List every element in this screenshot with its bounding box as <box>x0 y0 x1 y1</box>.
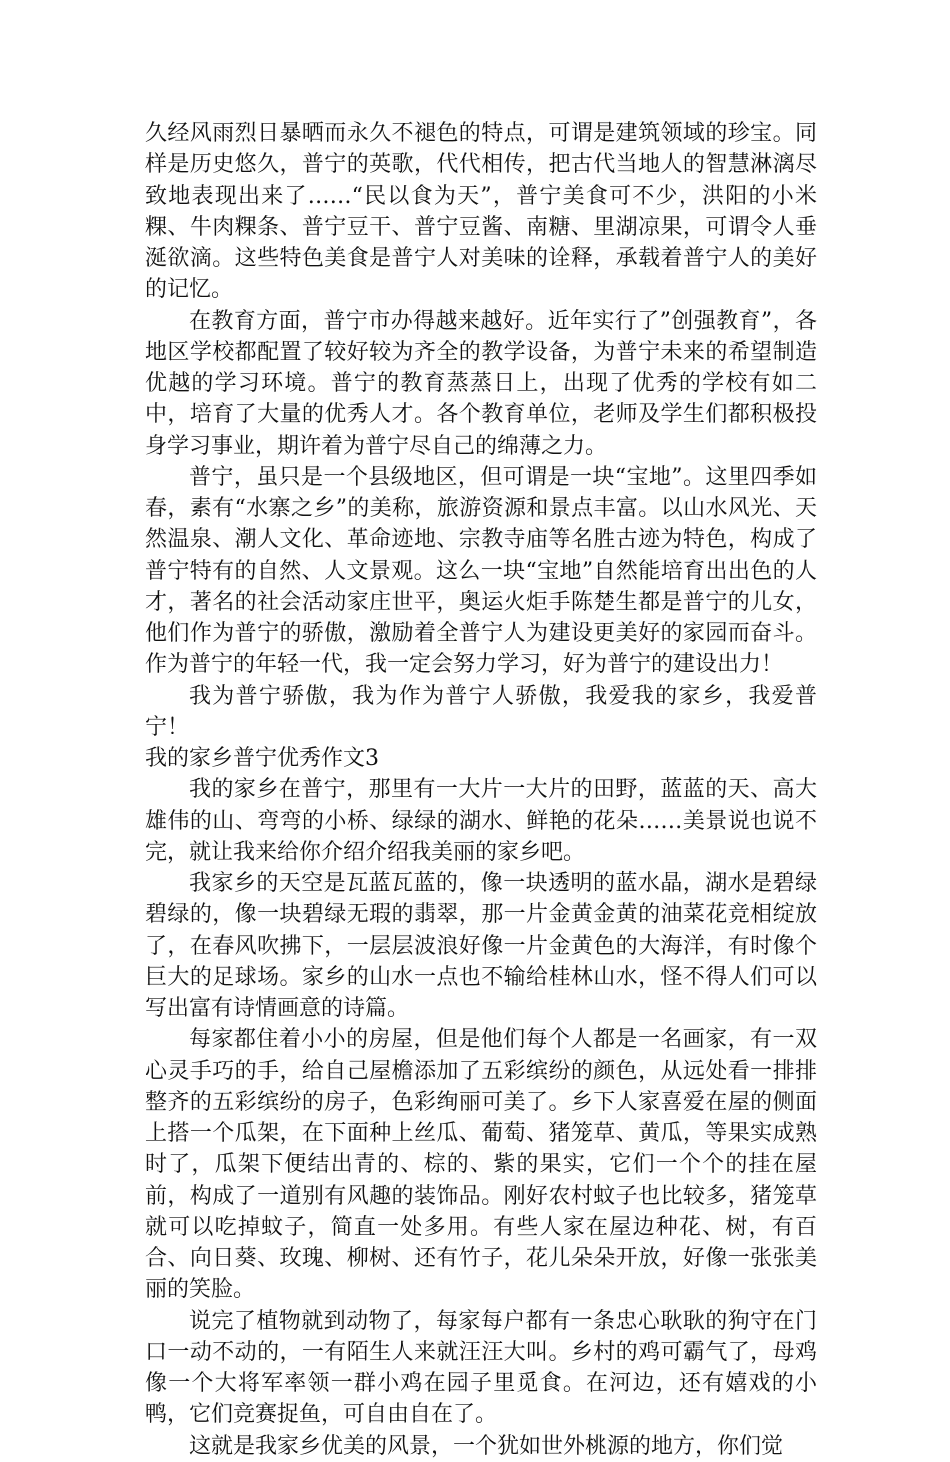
essay-heading: 我的家乡普宁优秀作文3 <box>145 746 379 771</box>
paragraph-houses: 每家都住着小小的房屋，但是他们每个人都是一名画家，有一双心灵手巧的手，给自己屋檐添加了五彩缤纷的颜色，从远处看一排排整齐的五彩缤纷的房子，色彩绚丽可美了。乡下人家喜爱在屋的侧面上搭一个瓜架，在下面种上丝瓜、葡萄、猪笼草、黄瓜，等果实成熟时了，瓜架下便结出青的、棕的、紫的果实，它们一个个的挂在屋前，构成了一道别有风趣的装饰品。刚好农村蚊子也比较多，猪笼草就可以吃掉蚊子，简直一处多用。有些人家在屋边种花、树，有百合、向日葵、玫瑰、柳树、还有竹子，花儿朵朵开放，好像一张张美丽的笑脸。 <box>145 1027 817 1303</box>
paragraph-pride: 我为普宁骄傲，我为作为普宁人骄傲，我爱我的家乡，我爱普宁！ <box>145 683 817 740</box>
paragraph-treasure-land: 普宁，虽只是一个县级地区，但可谓是一块“宝地”。这里四季如春，素有“水寨之乡”的美称，旅游资源和景点丰富。以山水风光、天然温泉、潮人文化、革命迹地、宗教寺庙等名胜古迹为特色，构成了普宁特有的自然、人文景观。这么一块“宝地”自然能培育出出色的人才，著名的社会活动家庄世平，奥运火炬手陈楚生都是普宁的儿女，他们作为普宁的骄傲，激励着全普宁人为建设更美好的家园而奋斗。作为普宁的年轻一代，我一定会努力学习，好为普宁的建设出力！ <box>145 464 817 678</box>
paragraph-hometown-intro: 我的家乡在普宁，那里有一大片一大片的田野，蓝蓝的天、高大雄伟的山、弯弯的小桥、绿绿的湖水、鲜艳的花朵……美景说也说不完，就让我来给你介绍介绍我美丽的家乡吧。 <box>145 777 817 865</box>
paragraph-continuation: 久经风雨烈日暴晒而永久不褪色的特点，可谓是建筑领域的珍宝。同样是历史悠久，普宁的英歌，代代相传，把古代当地人的智慧淋漓尽致地表现出来了……“民以食为天”，普宁美食可不少，洪阳的小米粿、牛肉粿条、普宁豆干、普宁豆酱、南糖、里湖凉果，可谓令人垂涎欲滴。这些特色美食是普宁人对美味的诠释，承载着普宁人的美好的记忆。 <box>145 121 817 303</box>
paragraph-education: 在教育方面，普宁市办得越来越好。近年实行了”创强教育”，各地区学校都配置了较好较为齐全的教学设备，为普宁未来的希望制造优越的学习环境。普宁的教育蒸蒸日上，出现了优秀的学校有如二中，培育了大量的优秀人才。各个教育单位，老师及学生们都积极投身学习事业，期许着为普宁尽自己的绵薄之力。 <box>145 308 817 459</box>
paragraph-animals: 说完了植物就到动物了，每家每户都有一条忠心耿耿的狗守在门口一动不动的，一有陌生人来就汪汪大叫。乡村的鸡可霸气了，母鸡像一个大将军率领一群小鸡在园子里觅食。在河边，还有嬉戏的小鸭，它们竞赛捉鱼，可自由自在了。 <box>145 1308 817 1428</box>
document-body <box>145 118 817 1462</box>
paragraph-sky-lake: 我家乡的天空是瓦蓝瓦蓝的，像一块透明的蓝水晶，湖水是碧绿碧绿的，像一块碧绿无瑕的翡翠，那一片金黄金黄的油菜花竞相绽放了，在春风吹拂下，一层层波浪好像一片金黄色的大海洋，有时像个巨大的足球场。家乡的山水一点也不输给桂林山水，怪不得人们可以写出富有诗情画意的诗篇。 <box>145 871 817 1021</box>
paragraph-closing-partial: 这就是我家乡优美的风景，一个犹如世外桃源的地方，你们觉 <box>189 1433 784 1459</box>
